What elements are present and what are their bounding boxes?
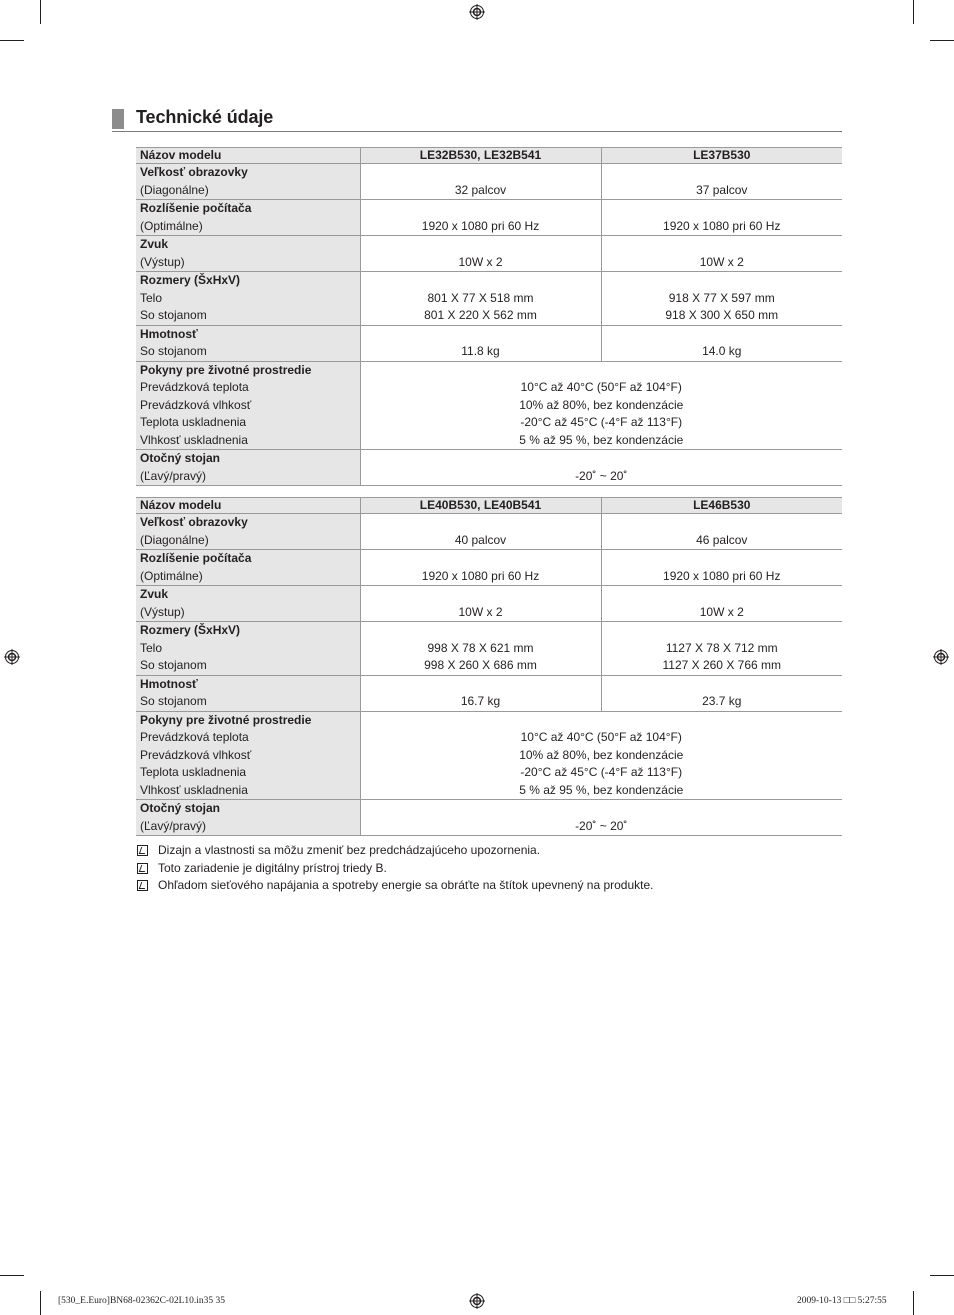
row-label: Rozmery (ŠxHxV) — [140, 623, 241, 637]
row-label: Zvuk — [140, 237, 169, 251]
row-label: Veľkosť obrazovky — [140, 165, 248, 179]
table-row — [136, 800, 842, 836]
cell-value: 46 palcov — [601, 514, 842, 550]
cell-value: 1127 X 260 X 766 mm — [662, 658, 782, 672]
cell-value: 1920 x 1080 pri 60 Hz — [360, 200, 601, 236]
cell-value: 801 X 77 X 518 mm — [427, 290, 534, 305]
model-b: LE37B530 — [601, 148, 842, 164]
table-row — [136, 711, 842, 800]
row-label: Rozlíšenie počítača — [140, 551, 252, 565]
row-sublabel: (Optimálne) — [140, 568, 203, 583]
crop-mark — [0, 40, 24, 41]
heading-bar — [112, 109, 124, 129]
table-row — [136, 272, 842, 326]
cell-value: 16.7 kg — [360, 675, 601, 711]
note-icon — [137, 845, 148, 856]
section-heading — [112, 106, 842, 132]
cell-value: 11.8 kg — [360, 325, 601, 361]
crop-mark — [913, 0, 914, 24]
row-sublabel: So stojanom — [140, 344, 207, 358]
row-sublabel: (Výstup) — [140, 604, 185, 619]
cell-value: 998 X 260 X 686 mm — [424, 658, 537, 672]
table-header-row — [136, 498, 842, 514]
cell-value: 918 X 77 X 597 mm — [668, 290, 775, 305]
cell-value: 10% až 80%, bez kondenzácie — [519, 397, 684, 412]
row-sublabel: Vlhkosť uskladnenia — [140, 432, 248, 447]
cell-value: 37 palcov — [601, 164, 842, 200]
row-label: Hmotnosť — [140, 326, 198, 341]
note-text: Toto zariadenie je digitálny prístroj triedy B. — [158, 860, 387, 875]
table-row — [136, 622, 842, 676]
row-label: Hmotnosť — [140, 676, 198, 691]
cell-value: 10W x 2 — [360, 586, 601, 622]
note-icon — [137, 863, 148, 874]
row-sublabel: Teplota uskladnenia — [140, 765, 247, 779]
row-label: Rozmery (ŠxHxV) — [140, 273, 241, 287]
table-row — [136, 550, 842, 586]
cell-value: 32 palcov — [360, 164, 601, 200]
spec-table-2 — [136, 497, 842, 836]
table-row — [136, 164, 842, 200]
page-title: Technické údaje — [136, 107, 274, 127]
model-name-label: Názov modelu — [136, 148, 360, 164]
cell-value: 10% až 80%, bez kondenzácie — [519, 747, 684, 762]
cell-value: 23.7 kg — [601, 675, 842, 711]
row-sublabel: Teplota uskladnenia — [140, 415, 247, 429]
row-sublabel: Prevádzková vlhkosť — [140, 397, 252, 412]
footer-right: 2009-10-13 □□ 5:27:55 — [797, 1296, 887, 1306]
row-label: Veľkosť obrazovky — [140, 515, 248, 529]
cell-value: 14.0 kg — [601, 325, 842, 361]
row-sublabel: (Výstup) — [140, 254, 185, 269]
table-row — [136, 325, 842, 361]
model-name-label: Názov modelu — [136, 498, 360, 514]
cell-value: 1920 x 1080 pri 60 Hz — [601, 550, 842, 586]
registration-mark-icon — [4, 649, 20, 665]
note-text: Dizajn a vlastnosti sa môžu zmeniť bez predchádzajúceho upozornenia. — [158, 843, 541, 857]
note-icon — [137, 880, 148, 891]
cell-value: -20°C až 45°C (-4°F až 113°F) — [520, 765, 683, 779]
list-item — [137, 877, 654, 895]
crop-mark — [0, 1275, 24, 1276]
row-sublabel: So stojanom — [140, 308, 207, 322]
footer-left: [530_E.Euro]BN68-02362C-02L10.in35 35 — [58, 1296, 226, 1306]
registration-mark-icon — [469, 1293, 485, 1309]
row-label: Rozlíšenie počítača — [140, 201, 252, 215]
row-sublabel: (Diagonálne) — [140, 182, 209, 197]
crop-mark — [40, 0, 41, 24]
row-label: Zvuk — [140, 587, 169, 601]
cell-value: 1127 X 78 X 712 mm — [665, 640, 778, 655]
row-sublabel: Prevádzková teplota — [140, 380, 249, 394]
row-sublabel: Prevádzková teplota — [140, 730, 249, 744]
row-sublabel: So stojanom — [140, 694, 207, 708]
cell-value: 998 X 78 X 621 mm — [427, 640, 534, 655]
table-row — [136, 361, 842, 450]
row-sublabel: (Ľavý/pravý) — [140, 468, 207, 483]
cell-value: 10W x 2 — [601, 236, 842, 272]
notes-list — [137, 842, 654, 895]
cell-value: 1920 x 1080 pri 60 Hz — [601, 200, 842, 236]
cell-value: 5 % až 95 %, bez kondenzácie — [519, 782, 684, 797]
table-row — [136, 675, 842, 711]
model-b: LE46B530 — [601, 498, 842, 514]
cell-value: -20°C až 45°C (-4°F až 113°F) — [520, 415, 683, 429]
table-header-row — [136, 148, 842, 164]
cell-value: 10°C až 40°C (50°F až 104°F) — [520, 730, 682, 744]
crop-mark — [40, 1291, 41, 1315]
row-label: Otočný stojan — [140, 801, 221, 815]
table-row — [136, 236, 842, 272]
spec-table-1 — [136, 147, 842, 486]
row-sublabel: (Optimálne) — [140, 218, 203, 233]
cell-value: 801 X 220 X 562 mm — [424, 308, 537, 322]
cell-value: 10W x 2 — [601, 586, 842, 622]
cell-value: 10°C až 40°C (50°F až 104°F) — [520, 380, 682, 394]
cell-value: 5 % až 95 %, bez kondenzácie — [519, 432, 684, 447]
list-item — [137, 860, 654, 878]
row-sublabel: Prevádzková vlhkosť — [140, 747, 252, 762]
table-row — [136, 514, 842, 550]
row-label: Pokyny pre životné prostredie — [140, 712, 312, 727]
registration-mark-icon — [933, 649, 949, 665]
row-label: Pokyny pre životné prostredie — [140, 362, 312, 377]
cell-value: 40 palcov — [360, 514, 601, 550]
cell-value: 10W x 2 — [360, 236, 601, 272]
table-row — [136, 450, 842, 486]
model-a: LE40B530, LE40B541 — [360, 498, 601, 514]
registration-mark-icon — [469, 4, 485, 20]
row-sublabel: (Diagonálne) — [140, 532, 209, 547]
crop-mark — [930, 1275, 954, 1276]
row-sublabel: So stojanom — [140, 658, 207, 672]
note-text: Ohľadom sieťového napájania a spotreby energie sa obráťte na štítok upevnený na produkte. — [158, 878, 654, 892]
model-a: LE32B530, LE32B541 — [360, 148, 601, 164]
row-sublabel: Telo — [140, 640, 163, 655]
crop-mark — [913, 1291, 914, 1315]
cell-value: 1920 x 1080 pri 60 Hz — [360, 550, 601, 586]
cell-value: -20˚ ~ 20˚ — [360, 800, 842, 836]
table-row — [136, 586, 842, 622]
cell-value: -20˚ ~ 20˚ — [360, 450, 842, 486]
table-row — [136, 200, 842, 236]
row-sublabel: (Ľavý/pravý) — [140, 818, 207, 833]
row-sublabel: Telo — [140, 290, 163, 305]
row-sublabel: Vlhkosť uskladnenia — [140, 782, 248, 797]
crop-mark — [930, 40, 954, 41]
row-label: Otočný stojan — [140, 451, 221, 465]
list-item — [137, 842, 654, 860]
cell-value: 918 X 300 X 650 mm — [665, 308, 779, 322]
